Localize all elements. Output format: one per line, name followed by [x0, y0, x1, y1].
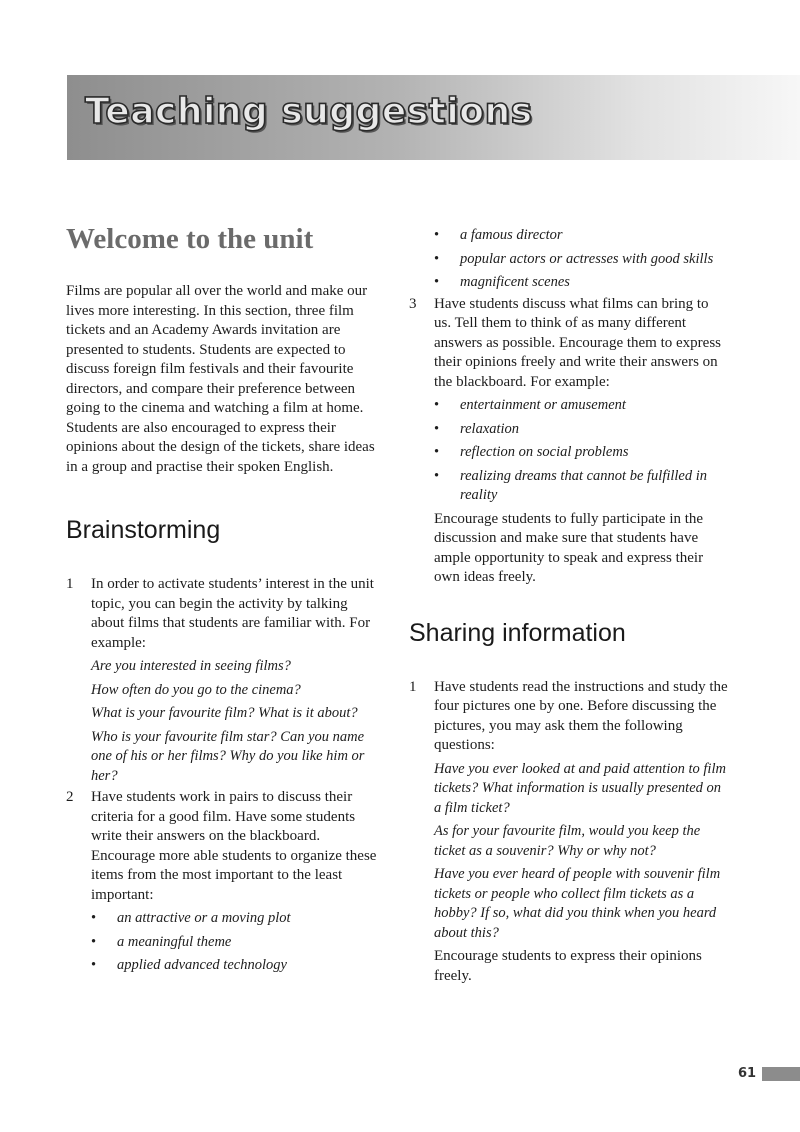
item-followup: Encourage students to express their opinions freely. [434, 948, 702, 984]
sharing-heading: Sharing information [409, 618, 626, 647]
bullet-icon: • [91, 933, 97, 950]
welcome-paragraph: Films are popular all over the world and make our lives more interesting. In this section, three film tickets and an Academy Awards invitation are presented to students. Students are expected to discuss foreign film festivals and their favourite directors, and compare their preference between going to the cinema and watching a film at home. Students are also encouraged to express their opinions about the design of the tickets, share ideas in a group and practise their spoken English. [66, 283, 375, 475]
bullet-item [434, 420, 729, 440]
bullet-icon: • [91, 957, 97, 973]
bullet-item [434, 467, 729, 506]
bullet-icon: • [91, 910, 97, 926]
bullet-text: a famous director [460, 227, 563, 243]
bullet-icon: • [434, 444, 440, 460]
sharing-item-1 [409, 678, 729, 987]
item-number: 2 [66, 789, 74, 805]
item-number: 3 [409, 295, 417, 312]
question: Have you ever heard of people with souvenir film tickets or people who collect film tickets as a hobby? If so, what did you think when you heard about this? [434, 866, 721, 941]
brainstorming-heading: Brainstorming [66, 516, 221, 544]
bullet-text: entertainment or amusement [460, 397, 626, 413]
bullet-icon: • [434, 420, 440, 437]
bullet-text: realizing dreams that cannot be fulfilled in reality [460, 467, 708, 503]
bullet-text: applied advanced technology [117, 957, 287, 973]
bullet-item [434, 250, 729, 270]
question: As for your favourite film, would you keep the ticket as a souvenir? Why or why not? [434, 823, 701, 859]
bullet-icon: • [434, 227, 440, 243]
bullet-text: relaxation [460, 420, 520, 437]
item-followup: Encourage students to fully participate in the discussion and make sure that students have ample opportunity to speak and express their own ideas freely. [434, 510, 704, 585]
left-column [66, 222, 384, 976]
bullet-item [434, 273, 729, 293]
welcome-heading: Welcome to the unit [66, 223, 314, 255]
bullet-item [91, 909, 384, 929]
item-text: Have students discuss what films can bring to us. Tell them to think of as many different answers as possible. Encourage them to express their opinions freely and write their answers on the blackboard. For example: [434, 295, 722, 390]
question: How often do you go to the cinema? [91, 681, 301, 698]
bullet-text: reflection on social problems [460, 444, 629, 460]
question: Have you ever looked at and paid attention to film tickets? What information is usually presented on a film ticket? [434, 760, 726, 816]
brainstorm-item-2 [66, 788, 384, 976]
bullet-text: magnificent scenes [460, 274, 570, 290]
question: Who is your favourite film star? Can you name one of his or her films? Why do you like him or her? [91, 728, 365, 784]
item-text: In order to activate students’ interest in the unit topic, you can begin the activity by talking about films that students are familiar with. For example: [91, 576, 374, 651]
question: What is your favourite film? What is it about? [91, 705, 358, 721]
bullet-item [91, 933, 384, 953]
bullet-icon: • [434, 274, 440, 290]
bullet-item [91, 956, 384, 976]
bullet-text: a meaningful theme [117, 933, 232, 950]
header-banner [67, 75, 800, 160]
right-column [409, 226, 729, 986]
bullet-icon: • [434, 250, 440, 267]
page-number: 61 [738, 1066, 757, 1081]
banner-title: Teaching suggestions [85, 91, 533, 132]
bullet-icon: • [434, 467, 440, 484]
bullet-text: an attractive or a moving plot [117, 910, 291, 926]
brainstorm-item-3 [409, 295, 729, 588]
item-text: Have students work in pairs to discuss their criteria for a good film. Have some students write their answers on the blackboard. Encourage more able students to organize these items from the most important to the least important: [91, 789, 377, 903]
question: Are you interested in seeing films? [91, 658, 291, 674]
page-number-tab [738, 1066, 800, 1082]
item-text: Have students read the instructions and study the four pictures one by one. Before discussing the pictures, you may ask them the following questions: [434, 678, 728, 753]
bullet-item [434, 443, 729, 463]
bullet-text: popular actors or actresses with good skills [460, 250, 714, 267]
item-number: 1 [66, 576, 74, 592]
page-tab-bar [762, 1067, 800, 1081]
item-number: 1 [409, 678, 417, 695]
bullet-item [434, 226, 729, 246]
bullet-continuation [409, 226, 729, 293]
bullet-item [434, 396, 729, 416]
brainstorm-item-1 [66, 575, 384, 786]
bullet-icon: • [434, 397, 440, 413]
